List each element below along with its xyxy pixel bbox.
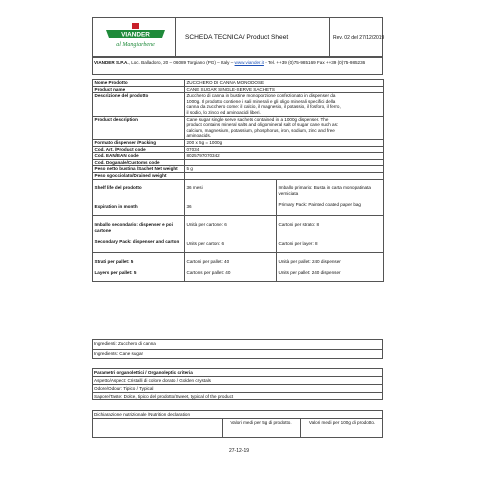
spec-value: CANE SUGAR SINGLE-SERVE SACHETS bbox=[185, 86, 384, 93]
company-address-text: , Loc. Balladoro, 20 – 06089 Torgiano (PG) – Italy – bbox=[128, 59, 235, 65]
spec-value bbox=[185, 172, 384, 179]
table-row bbox=[93, 166, 384, 173]
table-row bbox=[93, 153, 384, 160]
ingredients-divider bbox=[92, 349, 383, 350]
table-row bbox=[93, 139, 384, 146]
header-divider-2 bbox=[329, 17, 330, 57]
spec-value bbox=[185, 159, 384, 166]
units-per-pallet-it: Unità per pallet: 240 dispenser bbox=[278, 259, 341, 265]
spec-value: 5 g bbox=[185, 166, 384, 173]
pallet-layers-en: Layers per pallet: 5 bbox=[94, 270, 137, 276]
cartons-per-layer bbox=[277, 216, 384, 253]
logo-tagline: al Mangiarbene bbox=[116, 42, 155, 48]
cartons-per-pallet-it: Cartoni per pallet: 40 bbox=[186, 259, 230, 265]
cartons-per-pallet bbox=[185, 253, 277, 282]
units-per-pallet-en: Units per pallet: 240 dispenser bbox=[278, 270, 341, 276]
units-per-carton bbox=[185, 216, 277, 253]
footer-date: 27-12-19 bbox=[229, 448, 250, 454]
spec-label: Product description bbox=[93, 116, 185, 139]
company-address bbox=[94, 60, 381, 66]
secondary-pack-label-it: Imballo secondario: dispenser e poi cartone bbox=[94, 222, 173, 233]
primary-pack-it: Imballo primario: Busta in carta monopatinata verniciata bbox=[278, 185, 371, 196]
shelf-life-value-it: 36 mesi bbox=[186, 185, 203, 191]
spec-value: Zucchero di canna in bustine monoporzione confezionato in dispenser da 1000g. Il prodotto contiene i sali minerali e gli oligo minerali specifici della canna da zucchero come: il calcio, il magnesio, il potassio, il fosforo, il ferro, il sodio, lo zinco ed aminoacidi liberi. bbox=[185, 93, 384, 116]
spec-label: Product name bbox=[93, 86, 185, 93]
spec-label: Peso netto bustina /Sachet Net weight bbox=[93, 166, 185, 173]
primary-pack-en: Primary Pack: Painted coated paper bag bbox=[278, 201, 361, 207]
table-row-pallet bbox=[93, 253, 384, 282]
organoleptic-aspect: Aspetto/Aspect: Cristalli di colore dorato / Golden crystals bbox=[94, 377, 211, 383]
primary-pack bbox=[277, 179, 384, 216]
table-row bbox=[93, 86, 384, 93]
spec-label: Cod. Art. /Product code bbox=[93, 146, 185, 153]
header-divider-1 bbox=[175, 17, 176, 57]
table-row-secondary-pack bbox=[93, 216, 384, 253]
logo-mark-icon bbox=[132, 23, 139, 29]
nutrition-col-divider-2 bbox=[300, 418, 301, 438]
pallet-layers-it: Strati per pallet: 5 bbox=[94, 259, 134, 265]
logo-graphic bbox=[104, 23, 167, 50]
table-row bbox=[93, 93, 384, 116]
nutrition-col-divider-1 bbox=[222, 418, 223, 438]
table-row bbox=[93, 146, 384, 153]
spec-label: Peso sgocciolato/Drained weight bbox=[93, 172, 185, 179]
company-website-link[interactable]: www.viander.it bbox=[234, 59, 264, 65]
units-per-pallet bbox=[277, 253, 384, 282]
spec-label: Descrizione del prodotto bbox=[93, 93, 185, 116]
spec-value: 200 x 5g = 1000g bbox=[185, 139, 384, 146]
sheet-title: SCHEDA TECNICA/ Product Sheet bbox=[185, 34, 289, 41]
spec-value: 8025797070342 bbox=[185, 153, 384, 160]
revision-label: Rev. 02 del 27/12/2019 bbox=[333, 35, 385, 41]
shelf-life-labels bbox=[93, 179, 185, 216]
table-row bbox=[93, 116, 384, 139]
spec-table bbox=[92, 79, 384, 282]
units-per-carton-en: Units per carton: 6 bbox=[186, 241, 225, 247]
secondary-pack-label-en: Secondary Pack: dispenser and carton bbox=[94, 238, 180, 244]
table-row-shelf-life bbox=[93, 179, 384, 216]
logo-name: VIANDER bbox=[121, 31, 150, 39]
nutrition-title: Dichiarazione nutrizionale /Nutrition declaration bbox=[94, 411, 191, 417]
spec-value: Cane sugar single serve sachets contained in a 1000g dispenser. The product contains mineral salts and oligomineral salt of sugar cane such as: calcium, magnesium, potassium, phosphorus, iron, sodium, zinc and free aminoacids. bbox=[185, 116, 384, 139]
spec-label: Nome Prodotto bbox=[93, 80, 185, 87]
cartons-per-layer-it: Cartoni per strato: 8 bbox=[278, 222, 320, 228]
cartons-per-layer-en: Cartoni per layer: 8 bbox=[278, 241, 318, 247]
nutrition-col-100g: Valori medi per 100g di prodotto. bbox=[308, 420, 376, 425]
organoleptic-odour: Odore/Odour: Tipico / Typical bbox=[94, 385, 154, 391]
pallet-layers bbox=[93, 253, 185, 282]
viander-logo bbox=[104, 23, 167, 50]
spec-value: ZUCCHERO DI CANNA MONODOSE bbox=[185, 80, 384, 87]
shelf-life-values bbox=[185, 179, 277, 216]
nutrition-divider bbox=[92, 418, 383, 419]
spec-value: 07034 bbox=[185, 146, 384, 153]
units-per-carton-it: Unità per cartone: 6 bbox=[186, 222, 227, 228]
cartons-per-pallet-en: Cartons per pallet: 40 bbox=[186, 270, 231, 276]
spec-label: Cod. Doganale/Customs code bbox=[93, 159, 185, 166]
shelf-life-value-en: 36 bbox=[186, 204, 192, 210]
shelf-life-label-en: Expiration in month bbox=[94, 204, 138, 210]
table-row bbox=[93, 172, 384, 179]
company-name: VIANDER S.P.A. bbox=[94, 59, 129, 65]
organoleptic-title: Parametri organolettici / Organoleptic criteria bbox=[94, 369, 193, 375]
shelf-life-label-it: Shelf life del prodotto bbox=[94, 185, 142, 191]
table-row bbox=[93, 159, 384, 166]
ingredients-it: Ingredienti: Zucchero di canna bbox=[94, 341, 156, 346]
nutrition-col-5g: Valori medi per 5g di prodotto. bbox=[230, 420, 292, 425]
table-row bbox=[93, 80, 384, 87]
company-contact-text: - Tel. ++39 (0)75-985169 Fax ++39 (0)75-985236 bbox=[263, 59, 366, 65]
secondary-pack-labels bbox=[93, 216, 185, 253]
spec-label: Formato dispenser /Packing bbox=[93, 139, 185, 146]
ingredients-en: Ingredients: Cane sugar bbox=[94, 351, 144, 356]
spec-label: Cod. EAN/EAN code bbox=[93, 153, 185, 160]
organoleptic-taste: Sapore/Taste: Dolce, tipico del prodotto/Sweet, typical of the product bbox=[94, 393, 234, 399]
